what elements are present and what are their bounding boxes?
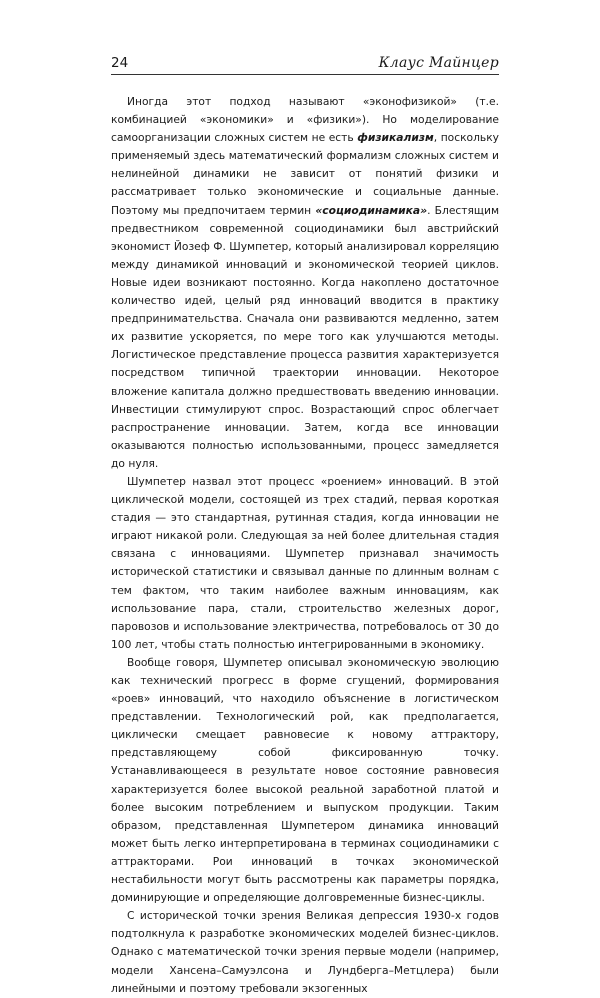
paragraph-1-part-e: . Блестящим предвестником современной социодинамики был австрийский экономист Йозеф Ф. Шумпетер, который анализировал корреляцию между динамикой инноваций и экономической теорией циклов. Новые идеи возникают постоянно. Когда накоплено достаточное количество идей, целый ряд инноваций вводится в практику предпринимательства. Сначала они развиваются медленно, затем их развитие ускоряется, по мере того как улучшаются методы. Логистическое представление процесса развития характеризуется посредством типичной траектории инновации. Некоторое вложение капитала должно предшествовать введению инновации. Инвестиции стимулируют спрос. Возрастающий спрос облегчает распространение инновации. Затем, когда все инновации оказываются полностью использованными, процесс замедляется до нуля. bbox=[111, 203, 500, 470]
header-rule bbox=[111, 74, 499, 75]
running-title: Клаус Майнцер bbox=[378, 55, 499, 71]
page-header bbox=[111, 54, 499, 76]
paragraph-3: Вообще говоря, Шумпетер описывал экономическую эволюцию как технический прогресс в форме сгущений, формирования «роев» инноваций, что находило объяснение в логистическом представлении. Технологический рой, как предполагается, циклически смещает равновесие к новому аттрактору, представляющему собой фиксированную точку. Устанавливающееся в результате новое состояние равновесия характеризуется более высокой реальной заработной платой и более высоким потреблением и выпуском продукции. Таким образом, представленная Шумпетером динамика инноваций может быть легко интерпретирована в терминах социодинамики с аттракторами. Рои инноваций в точках экономической нестабильности могут быть рассмотрены как параметры порядка, доминирующие и определяющие долговременные бизнес-циклы. bbox=[111, 655, 499, 905]
paragraph-1-part-a: Иногда этот подход называют «эконофизикой» (т.е. комбинацией «экономики» и «физики»). Но моделирование самоорганизации сложных систем не есть bbox=[111, 95, 499, 145]
paragraph-1 bbox=[111, 93, 499, 473]
paragraph-2: Шумпетер назвал этот процесс «роением» инноваций. В этой циклической модели, состоящей из трех стадий, первая короткая стадия — это стандартная, рутинная стадия, когда инновации не играют никакой роли. Следующая за ней более длительная стадия связана с инновациями. Шумпетер признавал значимость исторической статистики и связывал данные по длинным волнам с тем фактом, что таким наиболее важным инновациям, как использование пара, стали, строительство железных дорог, паровозов и использование электричества, потребовалось от 30 до 100 лет, чтобы стать полностью интегрированными в экономику. bbox=[111, 474, 499, 651]
body-text bbox=[111, 93, 499, 998]
page-number: 24 bbox=[111, 55, 129, 71]
term-sociodynamics: «социодинамика» bbox=[315, 203, 428, 217]
paragraph-4: С исторической точки зрения Великая депрессия 1930-х годов подтолкнула к разработке экономических моделей бизнес-циклов. Однако с математической точки зрения первые модели (например, модели Хансена–Самуэлсона и Лундберга–Метцлера) были линейными и поэтому требовали экзогенных bbox=[111, 909, 499, 995]
paragraph-1-part-c: , поскольку применяемый здесь математический формализм сложных систем и нелинейной динамики не зависит от понятий физики и рассматривает только экономические и социальные данные. Поэтому мы предпочитаем термин bbox=[111, 131, 499, 217]
term-physicalism: физикализм bbox=[357, 131, 434, 145]
